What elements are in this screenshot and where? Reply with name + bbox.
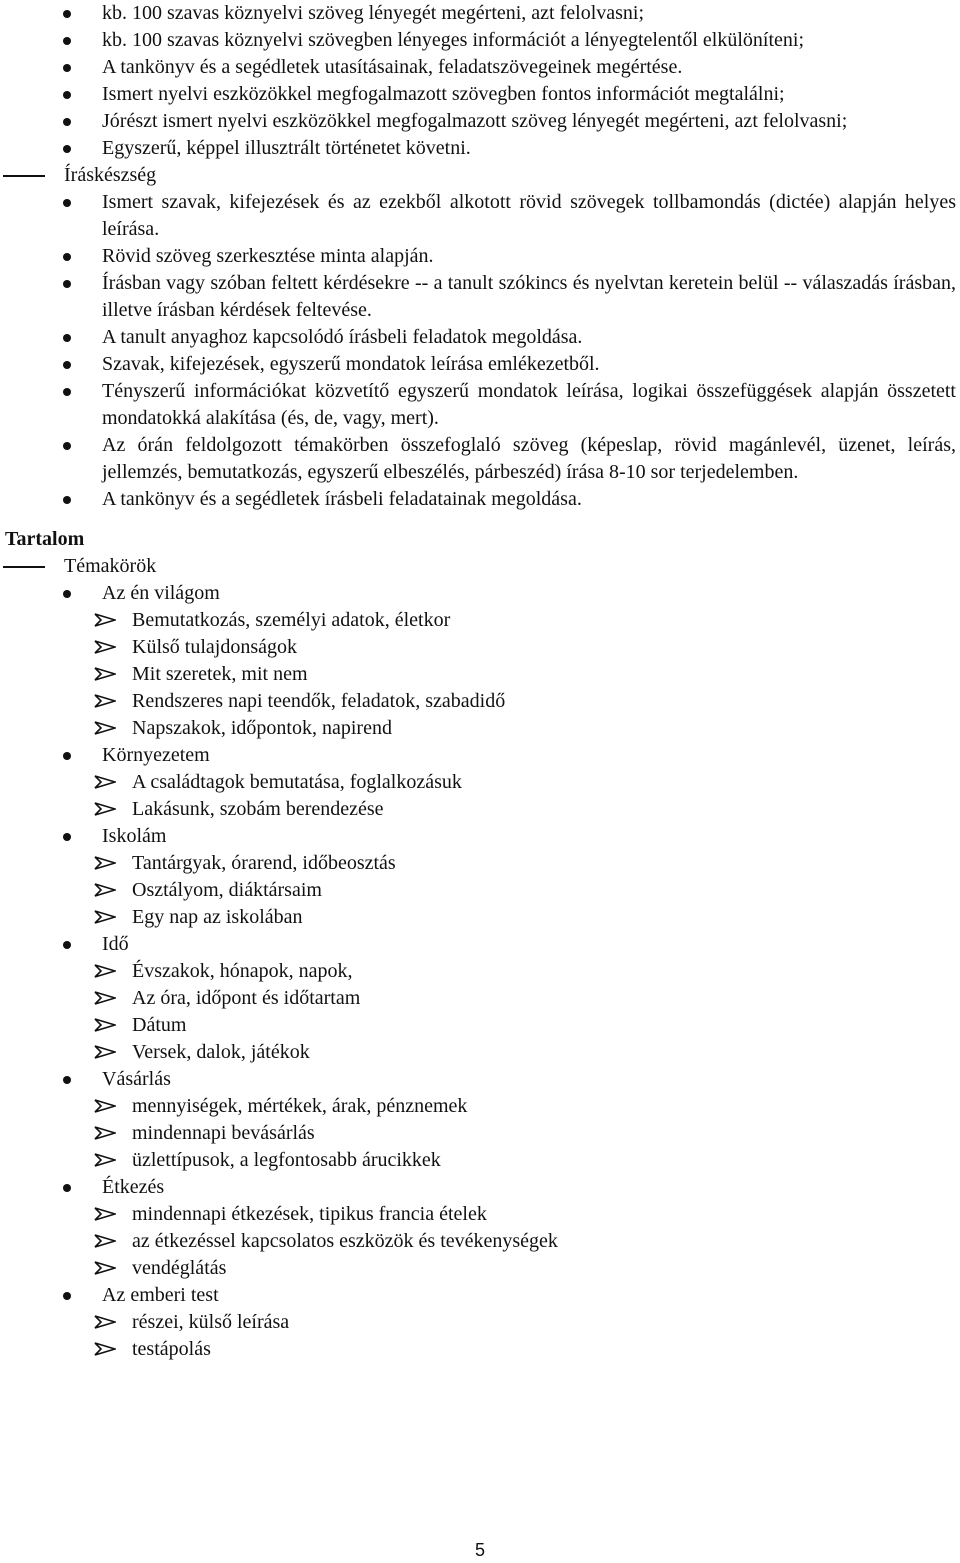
topic-item (0, 742, 960, 769)
list-item (0, 378, 960, 432)
topic-item (0, 823, 960, 850)
list-item (0, 351, 960, 378)
arrow-bullet-icon (94, 856, 116, 870)
topic-title: Az én világom (102, 582, 220, 604)
list-item-text: Rövid szöveg szerkesztése minta alapján. (102, 245, 434, 267)
subtopic-item (0, 1255, 960, 1282)
subtopic-text: testápolás (132, 1338, 211, 1360)
bullet-icon (63, 253, 71, 261)
section-label-iraskeszseg (0, 162, 960, 189)
subtopic-text: Külső tulajdonságok (132, 636, 297, 658)
bullet-icon (63, 199, 71, 207)
section-heading-tartalom: Tartalom (5, 528, 85, 550)
arrow-bullet-icon (94, 1153, 116, 1167)
list-item (0, 270, 960, 324)
subtopic-item (0, 1336, 960, 1363)
subtopic-item (0, 985, 960, 1012)
bullet-icon (63, 833, 71, 841)
list-item (0, 432, 960, 486)
arrow-bullet-icon (94, 1126, 116, 1140)
subtopic-text: Napszakok, időpontok, napirend (132, 717, 392, 739)
bullet-icon (63, 334, 71, 342)
topic-title: Vásárlás (102, 1068, 171, 1090)
arrow-bullet-icon (94, 694, 116, 708)
subtopic-item (0, 1147, 960, 1174)
list-item-text: A tankönyv és a segédletek utasításainak, feladatszövegeinek megértése. (102, 56, 683, 78)
arrow-bullet-icon (94, 640, 116, 654)
arrow-bullet-icon (94, 802, 116, 816)
iraskeszseg-section (0, 162, 960, 513)
topic-title: Környezetem (102, 744, 210, 766)
dash-icon (3, 566, 45, 568)
subtopic-item (0, 1309, 960, 1336)
dash-icon (3, 175, 45, 177)
subtopic-item (0, 958, 960, 985)
list-item (0, 81, 960, 108)
arrow-bullet-icon (94, 1261, 116, 1275)
subtopic-item (0, 904, 960, 931)
list-item (0, 243, 960, 270)
subtopic-text: Az óra, időpont és időtartam (132, 987, 361, 1009)
arrow-bullet-icon (94, 775, 116, 789)
list-item (0, 0, 960, 27)
arrow-bullet-icon (94, 991, 116, 1005)
subtopic-item (0, 1201, 960, 1228)
page-number: 5 (474, 1540, 485, 1560)
subtopic-item (0, 796, 960, 823)
topic-title: Étkezés (102, 1176, 165, 1198)
arrow-bullet-icon (94, 1342, 116, 1356)
temakorok-section (0, 553, 960, 1363)
list-item-text: Tényszerű információkat közvetítő egyszerű mondatok leírása, logikai összefüggések alapján összetett mondatokká alakítása (és, de, vagy, mert). (102, 380, 956, 429)
list-item-text: Szavak, kifejezések, egyszerű mondatok leírása emlékezetből. (102, 353, 600, 375)
list-item-text: A tanult anyaghoz kapcsolódó írásbeli feladatok megoldása. (102, 326, 583, 348)
subtopic-text: A családtagok bemutatása, foglalkozásuk (132, 771, 462, 793)
bullet-icon (63, 91, 71, 99)
subtopic-text: Tantárgyak, órarend, időbeosztás (132, 852, 396, 874)
arrow-bullet-icon (94, 1045, 116, 1059)
list-item-text: Egyszerű, képpel illusztrált történetet követni. (102, 137, 471, 159)
top-bullet-list (0, 0, 960, 162)
list-item (0, 486, 960, 513)
topic-item (0, 1174, 960, 1201)
list-item (0, 189, 960, 243)
bullet-icon (63, 37, 71, 45)
list-item-text: kb. 100 szavas köznyelvi szövegben lényeges információt a lényegtelentől elkülöníteni; (102, 29, 805, 51)
list-item-text: Ismert szavak, kifejezések és az ezekből alkotott rövid szövegek tollbamondás (dictée) alapján helyes leírása. (102, 191, 956, 240)
topic-item (0, 580, 960, 607)
subtopic-text: részei, külső leírása (132, 1311, 290, 1333)
arrow-bullet-icon (94, 910, 116, 924)
subtopic-text: Mit szeretek, mit nem (132, 663, 308, 685)
subtopic-text: Osztályom, diáktársaim (132, 879, 322, 901)
bullet-icon (63, 1184, 71, 1192)
subtopic-text: Évszakok, hónapok, napok, (132, 960, 353, 982)
list-item (0, 324, 960, 351)
subtopic-item (0, 607, 960, 634)
subtopic-text: vendéglátás (132, 1257, 227, 1279)
subtopic-item (0, 850, 960, 877)
bullet-icon (63, 752, 71, 760)
subtopic-item (0, 634, 960, 661)
subtopic-text: Versek, dalok, játékok (132, 1041, 310, 1063)
arrow-bullet-icon (94, 667, 116, 681)
subtopic-item (0, 1039, 960, 1066)
subtopic-text: üzlettípusok, a legfontosabb árucikkek (132, 1149, 441, 1171)
arrow-bullet-icon (94, 1234, 116, 1248)
list-item-text: Ismert nyelvi eszközökkel megfogalmazott szövegben fontos információt megtalálni; (102, 83, 785, 105)
topic-title: Iskolám (102, 825, 167, 847)
subtopic-text: mennyiségek, mértékek, árak, pénznemek (132, 1095, 468, 1117)
topic-title: Idő (102, 933, 129, 955)
section-label-temakorok (0, 553, 960, 580)
topic-list (0, 580, 960, 1363)
subtopic-item (0, 661, 960, 688)
list-item-text: A tankönyv és a segédletek írásbeli feladatainak megoldása. (102, 488, 582, 510)
arrow-bullet-icon (94, 1099, 116, 1113)
subtopic-text: Dátum (132, 1014, 187, 1036)
subtopic-item (0, 1120, 960, 1147)
bullet-icon (63, 388, 71, 396)
subtopic-text: Rendszeres napi teendők, feladatok, szabadidő (132, 690, 506, 712)
bullet-icon (63, 64, 71, 72)
bullet-icon (63, 280, 71, 288)
arrow-bullet-icon (94, 1207, 116, 1221)
arrow-bullet-icon (94, 1315, 116, 1329)
subtopic-text: mindennapi étkezések, tipikus francia ételek (132, 1203, 487, 1225)
subtopic-item (0, 1093, 960, 1120)
subtopic-item (0, 1228, 960, 1255)
topic-item (0, 931, 960, 958)
arrow-bullet-icon (94, 721, 116, 735)
list-item-text: kb. 100 szavas köznyelvi szöveg lényegét megérteni, azt felolvasni; (102, 2, 645, 24)
list-item (0, 54, 960, 81)
subtopic-text: Bemutatkozás, személyi adatok, életkor (132, 609, 451, 631)
section-label-text: Íráskészség (64, 164, 157, 186)
bullet-icon (63, 442, 71, 450)
arrow-bullet-icon (94, 883, 116, 897)
subtopic-item (0, 1012, 960, 1039)
subtopic-text: az étkezéssel kapcsolatos eszközök és tevékenységek (132, 1230, 558, 1252)
list-item-text: Jórészt ismert nyelvi eszközökkel megfogalmazott szöveg lényegét megérteni, azt felolvasni; (102, 110, 848, 132)
subtopic-item (0, 715, 960, 742)
topic-title: Az emberi test (102, 1284, 219, 1306)
section-label-text: Témakörök (64, 555, 157, 577)
subtopic-text: Lakásunk, szobám berendezése (132, 798, 384, 820)
arrow-bullet-icon (94, 613, 116, 627)
bullet-icon (63, 590, 71, 598)
list-item-text: Írásban vagy szóban feltett kérdésekre -- a tanult szókincs és nyelvtan keretein belül -- válaszadás írásban, illetve írásban kérdések feltevése. (102, 272, 956, 321)
bullet-icon (63, 145, 71, 153)
bullet-icon (63, 118, 71, 126)
subtopic-text: Egy nap az iskolában (132, 906, 303, 928)
bullet-icon (63, 10, 71, 18)
subtopic-item (0, 688, 960, 715)
topic-item (0, 1282, 960, 1309)
bullet-icon (63, 496, 71, 504)
topic-item (0, 1066, 960, 1093)
arrow-bullet-icon (94, 1018, 116, 1032)
list-item (0, 108, 960, 135)
subtopic-item (0, 769, 960, 796)
list-item (0, 27, 960, 54)
bullet-icon (63, 1076, 71, 1084)
arrow-bullet-icon (94, 964, 116, 978)
bullet-icon (63, 941, 71, 949)
subtopic-text: mindennapi bevásárlás (132, 1122, 315, 1144)
list-item-text: Az órán feldolgozott témakörben összefoglaló szöveg (képeslap, rövid magánlevél, üzenet, leírás, jellemzés, bemutatkozás, egyszerű elbeszélés, párbeszéd) írása 8-10 sor terjedelemben. (102, 434, 956, 483)
subtopic-item (0, 877, 960, 904)
list-item (0, 135, 960, 162)
bullet-icon (63, 1292, 71, 1300)
bullet-icon (63, 361, 71, 369)
